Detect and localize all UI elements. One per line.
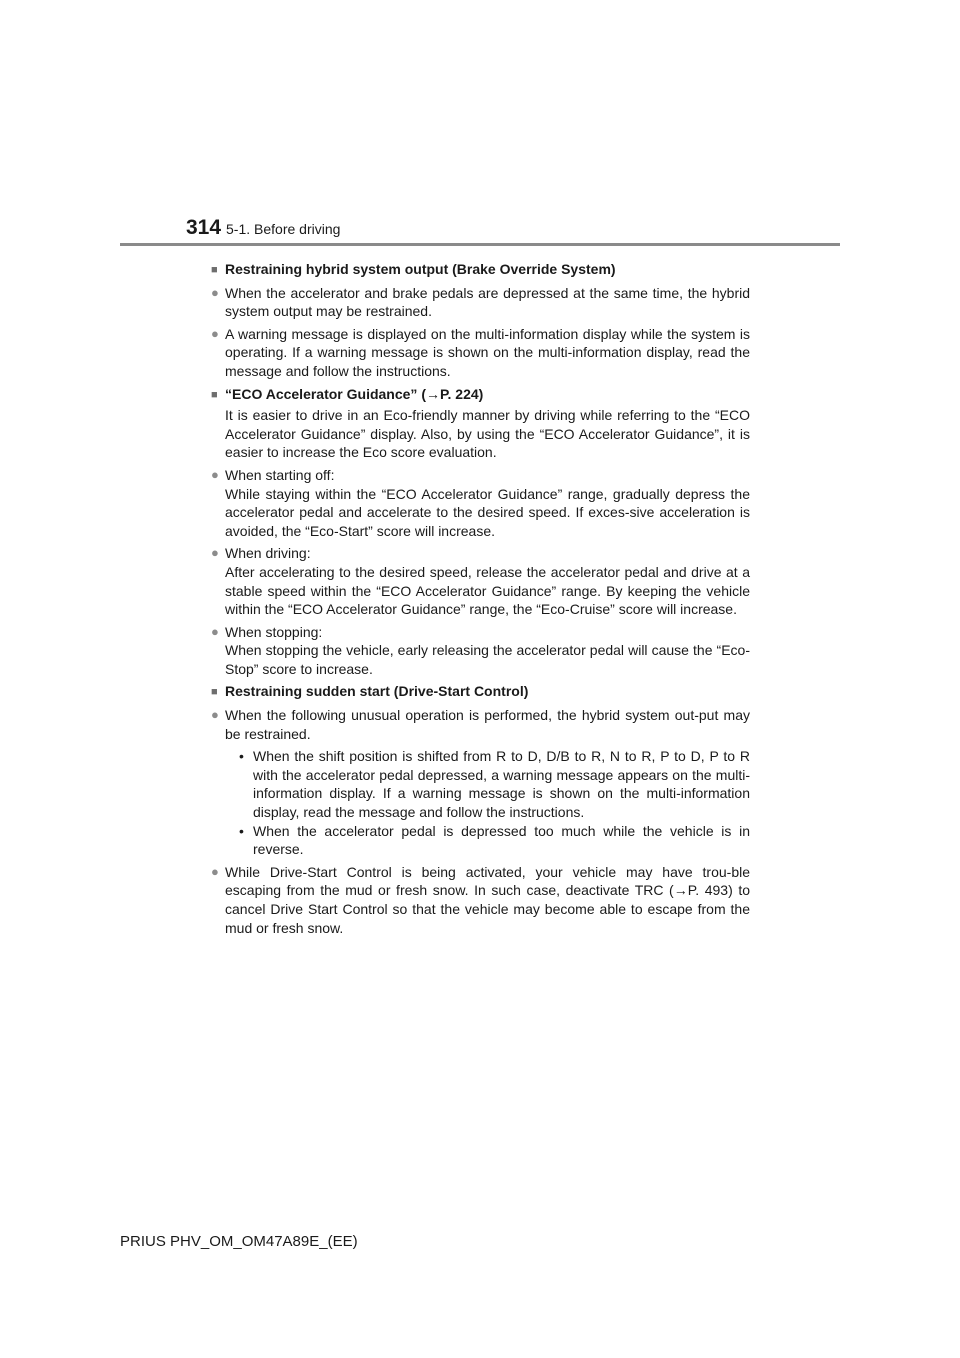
item-label: When starting off: — [225, 466, 335, 483]
item-text: While staying within the “ECO Accelerator Guidance” range, gradually depress the accelerator pedal and accelerate to the desired speed. If exces-sive acceleration is avoided, the “Eco-Start” score will increase. — [225, 485, 750, 539]
section-title: 5-1. Before driving — [226, 221, 341, 237]
list-item: ● While Drive-Start Control is being activated, your vehicle may have trou-ble escaping from the mud or fresh snow. In such case, deactivate TRC (→P. 493) to cancel Drive Start Control so that the vehicle may become able to escape from the mud or fresh snow. — [211, 863, 750, 936]
square-bullet-icon: ■ — [211, 388, 218, 401]
square-bullet-icon: ■ — [211, 686, 218, 699]
circle-bullet-icon: ● — [211, 545, 219, 561]
square-bullet-icon: ■ — [211, 264, 218, 276]
circle-bullet-icon: ● — [211, 325, 219, 341]
sub-list-item: • When the accelerator pedal is depressed too much while the vehicle is in reverse. — [239, 822, 750, 858]
sub-list-item: • When the shift position is shifted from R to D, D/B to R, N to R, P to D, P to R with the accelerator pedal depressed, a warning message appears on the multi-information display. If a warning message is shown on the multi-information display, read the message and follow the instructions. — [239, 748, 750, 821]
circle-bullet-icon: ● — [211, 466, 219, 482]
circle-bullet-icon: ● — [211, 623, 219, 639]
header-divider — [120, 243, 840, 246]
page-number: 314 — [186, 216, 222, 239]
list-item: ● A warning message is displayed on the multi-information display while the system is operating. If a warning message is shown on the multi-information display, read the message and follow the instructions. — [211, 325, 750, 379]
page-header — [186, 216, 340, 240]
item-label: When driving: — [225, 545, 311, 562]
item-label: When stopping: — [225, 623, 323, 640]
list-item — [211, 466, 750, 540]
section-heading: ■ Restraining hybrid system output (Brake Override System) — [211, 260, 750, 280]
circle-bullet-icon: ● — [211, 284, 219, 300]
document-footer: PRIUS PHV_OM_OM47A89E_(EE) — [120, 1233, 358, 1250]
page-body — [211, 256, 750, 937]
item-text: When stopping the vehicle, early releasing the accelerator pedal will cause the “Eco-Stop” score to increase. — [225, 642, 750, 677]
list-item: ● When the following unusual operation is performed, the hybrid system out-put may be restrained. — [211, 707, 750, 742]
list-item: ● When the accelerator and brake pedals are depressed at the same time, the hybrid system output may be restrained. — [211, 284, 750, 320]
item-text: After accelerating to the desired speed, release the accelerator pedal and drive at a stable speed within the “ECO Accelerator Guidance” range. By keeping the vehicle within the “ECO Accelerator Guidance” range, the “Eco-Cruise” score will increase. — [225, 563, 750, 618]
section-intro: It is easier to drive in an Eco-friendly manner by driving while referring to the “ECO Accelerator Guidance” display. Also, by using the “ECO Accelerator Guidance”, it is easier to increase the Eco score evaluation. — [225, 407, 750, 461]
list-item — [211, 623, 750, 679]
section-heading: ■ “ECO Accelerator Guidance” (→P. 224) — [211, 385, 750, 405]
circle-bullet-icon: ● — [211, 707, 219, 723]
list-item — [211, 544, 750, 618]
section-heading: ■ Restraining sudden start (Drive-Start Control) — [211, 682, 750, 702]
circle-bullet-icon: ● — [211, 863, 219, 879]
